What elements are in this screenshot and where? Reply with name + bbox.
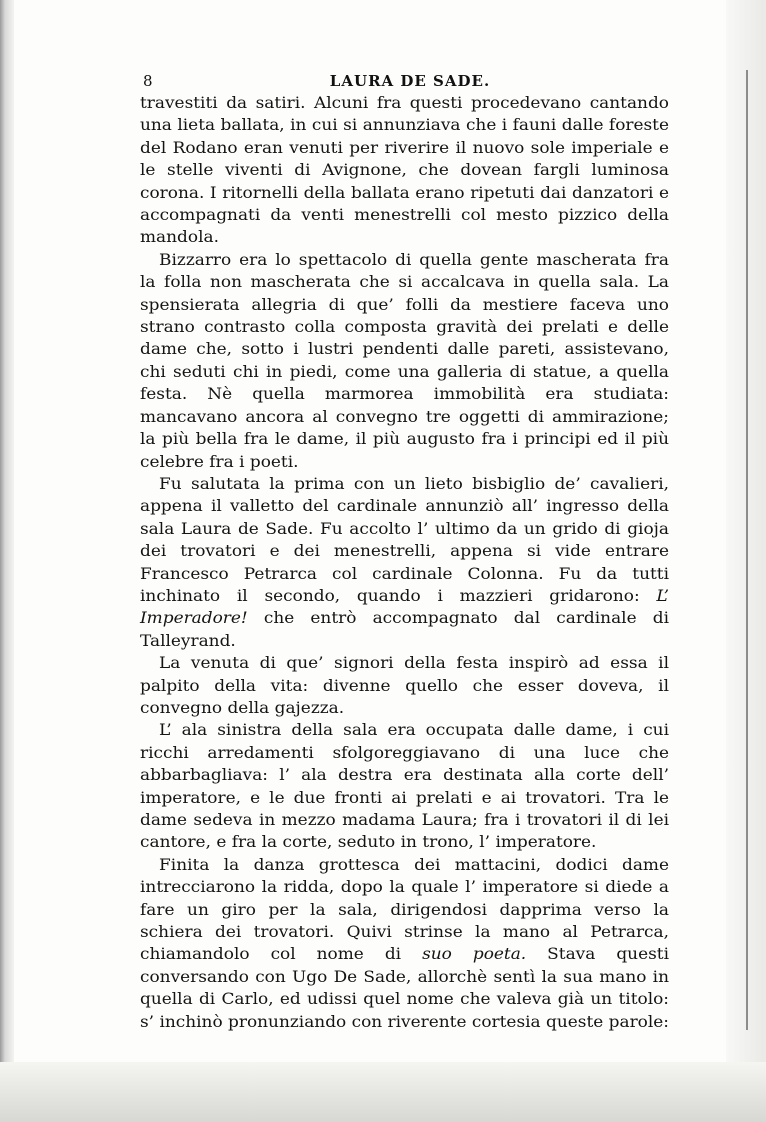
paragraph-text: Fu salutata la prima con un lieto bisbiglio de’ cavalieri, appena il valletto del cardinale annunziò all’ ingresso della sala Laura de Sade. Fu accolto l’ ultimo da un grido di gioja dei trovatori e dei menestrelli, appena si vide entrare Francesco Petrarca col cardinale Colonna. Fu da tutti inchinato il secondo, quando i mazzieri gridarono: — [140, 473, 669, 605]
running-head — [143, 72, 677, 94]
body-text — [140, 92, 669, 1033]
scan-bottom-edge — [0, 1062, 766, 1122]
scan-left-edge — [0, 0, 14, 1122]
paragraph — [140, 854, 669, 1033]
italic-text: L’ Imperadore! — [140, 585, 669, 628]
scan-binding-line — [746, 70, 748, 1030]
paragraph — [140, 249, 669, 473]
paragraph-text: Finita la danza grottesca dei mattacini, dodici dame intrecciarono la ridda, dopo la quale l’ imperatore si diede a fare un giro per la sala, dirigendosi dapprima verso la schiera dei trovatori. Quivi strinse la mano al Petrarca, chiamandolo col nome di — [140, 854, 669, 964]
paragraph — [140, 652, 669, 719]
running-title: LAURA DE SADE. — [329, 72, 491, 90]
paragraph — [140, 719, 669, 853]
paragraph — [140, 92, 669, 249]
paragraph-text: Stava questi conversando con Ugo De Sade, allorchè sentì la sua mano in quella di Carlo, ed udissi quel nome che valeva già un titolo: s’ inchinò pronunziando con riverente cortesia queste parole: — [140, 944, 670, 1031]
italic-text: suo poeta. — [422, 944, 527, 964]
paragraph-text: che entrò accompagnato dal cardinale di Talleyrand. — [140, 608, 669, 650]
paragraph-text: Bizzarro era lo spettacolo di quella gente mascherata fra la folla non mascherata che si accalcava in quella sala. La spensierata allegria di que’ folli da mestiere faceva uno strano contrasto colla composta gravità dei prelati e delle dame che, sotto i lustri pendenti dalle pareti, assistevano, chi seduti chi in piedi, come una galleria di statue, a quella festa. Nè quella marmorea immobilità era studiata: mancavano ancora al convegno tre oggetti di ammirazione; la più bella fra le dame, il più augusto fra i principi ed il più celebre fra i poeti. — [140, 249, 669, 471]
paragraph — [140, 473, 669, 652]
paragraph-text: travestiti da satiri. Alcuni fra questi procedevano cantando una lieta ballata, in cui si annunziava che i fauni dalle foreste del Rodano eran venuti per riverire il nuovo sole imperiale e le stelle viventi di Avignone, che dovean fargli luminosa corona. I ritornelli della ballata erano ripetuti dai danzatori e accompagnati da venti menestrelli col mesto pizzico della mandola. — [140, 93, 669, 247]
page-number: 8 — [143, 72, 153, 90]
paragraph-text: L’ ala sinistra della sala era occupata dalle dame, i cui ricchi arredamenti sfolgoreggiavano di una luce che abbarbagliava: l’ ala destra era destinata alla corte dell’ imperatore, e le due fronti ai prelati e ai trovatori. Tra le dame sedeva in mezzo madama Laura; fra i trovatori il di lei cantore, e fra la corte, seduto in trono, l’ imperatore. — [140, 720, 669, 852]
paragraph-text: La venuta di que’ signori della festa inspirò ad essa il palpito della vita: divenne quello che esser doveva, il convegno della gajezza. — [140, 653, 669, 717]
